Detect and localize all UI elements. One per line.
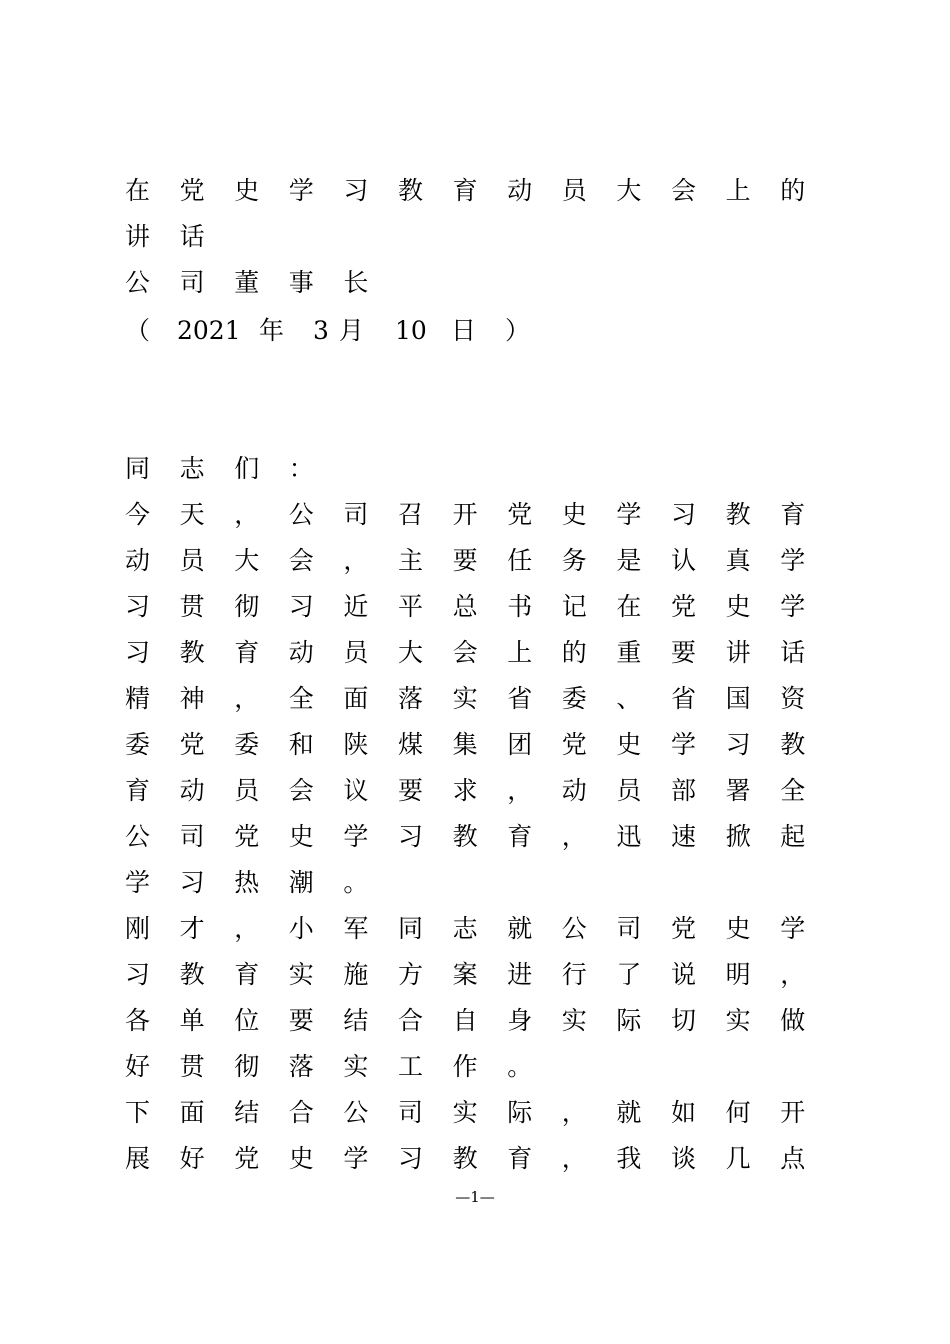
date-day: 10 [395,316,427,345]
salutation: 同志们： [125,454,344,483]
title-line-2: 讲话 [125,222,235,251]
body-line: 下面结合公司实际，就如何开 [125,1098,835,1127]
title-line-1: 在党史学习教育动员大会上的 [125,176,835,205]
page-number: —1— [455,1188,495,1206]
body-line: 习教育实施方案进行了说明， [125,960,835,989]
body-line: 动员大会，主要任务是认真学 [125,546,835,575]
body-line: 刚才，小军同志就公司党史学 [125,914,835,943]
date-month-unit: 月 [339,316,365,345]
body-line: 今天，公司召开党史学习教育 [125,500,835,529]
date-close-paren: ） [505,316,531,345]
body-line: 委党委和陕煤集团党史学习教 [125,730,835,759]
body-line: 好贯彻落实工作。 [125,1052,562,1081]
body-line: 习教育动员大会上的重要讲话 [125,638,835,667]
date-day-unit: 日 [451,316,477,345]
body-line: 习贯彻习近平总书记在党史学 [125,592,835,621]
speaker-line: 公司董事长 [125,268,399,297]
body-line: 学习热潮。 [125,868,399,897]
date-year: 2021 [177,316,241,345]
date-month: 3 [313,316,329,345]
body-line: 精神，全面落实省委、省国资 [125,684,835,713]
date-open-paren: （ [125,316,151,345]
body-line: 展好党史学习教育，我谈几点 [125,1144,835,1173]
body-line: 育动员会议要求，动员部署全 [125,776,835,805]
date-year-unit: 年 [259,316,285,345]
body-line: 各单位要结合自身实际切实做 [125,1006,835,1035]
body-line: 公司党史学习教育，迅速掀起 [125,822,835,851]
